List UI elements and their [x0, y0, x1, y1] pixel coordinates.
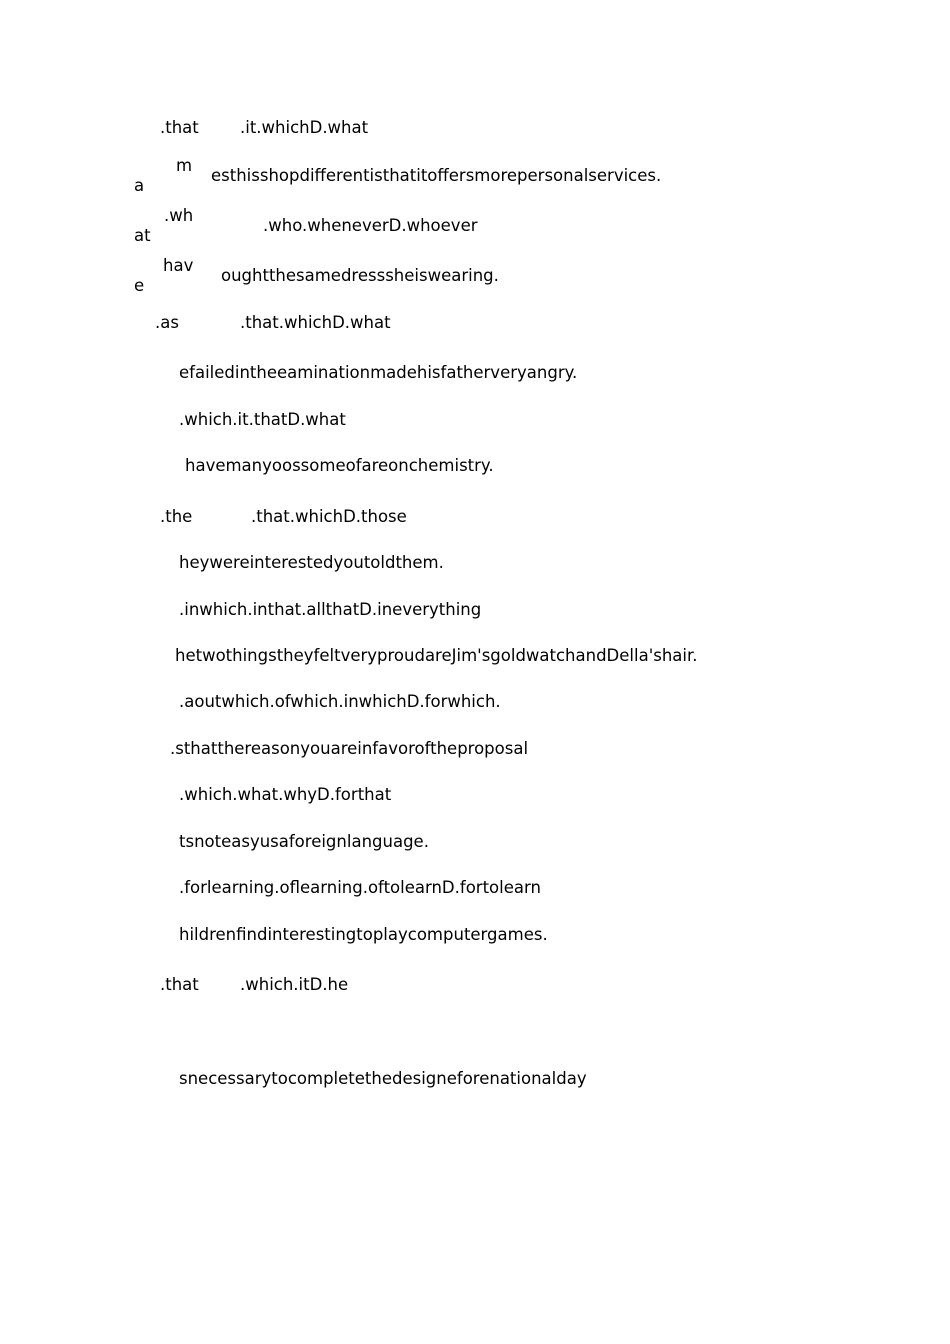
question-line-12: hetwothingstheyfeltveryproudareJim'sgoldwatchandDella'shair. [175, 646, 698, 665]
option-line-9a: .the [160, 507, 193, 526]
fragment-m: m [176, 156, 193, 175]
option-line-19a: .that [160, 975, 199, 994]
option-line-17: .forlearning.oflearning.oftolearnD.fortolearn [179, 878, 541, 897]
question-line-4: oughtthesamedresssheiswearing. [221, 266, 499, 285]
option-line-7: .which.it.thatD.what [179, 410, 346, 429]
question-line-18: hildrenfindinterestingtoplaycomputergames. [179, 925, 548, 944]
fragment-wh: .wh [164, 206, 194, 225]
option-line-19b: .which.itD.he [240, 975, 349, 994]
question-line-8: havemanyoossomeofareonchemistry. [185, 456, 494, 475]
option-line-1a: .that [160, 118, 199, 137]
question-line-6: efailedintheeaminationmadehisfatherveryangry. [179, 363, 578, 382]
fragment-at: at [134, 226, 151, 245]
option-line-3: .who.wheneverD.whoever [263, 216, 478, 235]
option-line-13: .aoutwhich.ofwhich.inwhichD.forwhich. [179, 692, 501, 711]
option-line-1b: .it.whichD.what [240, 118, 369, 137]
option-line-11: .inwhich.inthat.allthatD.ineverything [179, 600, 482, 619]
option-line-15: .which.what.whyD.forthat [179, 785, 392, 804]
question-line-2: esthisshopdifferentisthatitoffersmorepersonalservices. [211, 166, 662, 185]
option-line-5b: .that.whichD.what [240, 313, 391, 332]
question-line-20: snecessarytocompletethedesigneforenationalday [179, 1069, 587, 1088]
option-line-5a: .as [155, 313, 179, 332]
option-line-9b: .that.whichD.those [251, 507, 407, 526]
question-line-14: .sthatthereasonyouareinfavoroftheproposal [170, 739, 529, 758]
fragment-hav: hav [163, 256, 194, 275]
question-line-16: tsnoteasyusaforeignlanguage. [179, 832, 429, 851]
fragment-a: a [134, 176, 145, 195]
fragment-e: e [134, 276, 145, 295]
question-line-10: heywereinterestedyoutoldthem. [179, 553, 444, 572]
